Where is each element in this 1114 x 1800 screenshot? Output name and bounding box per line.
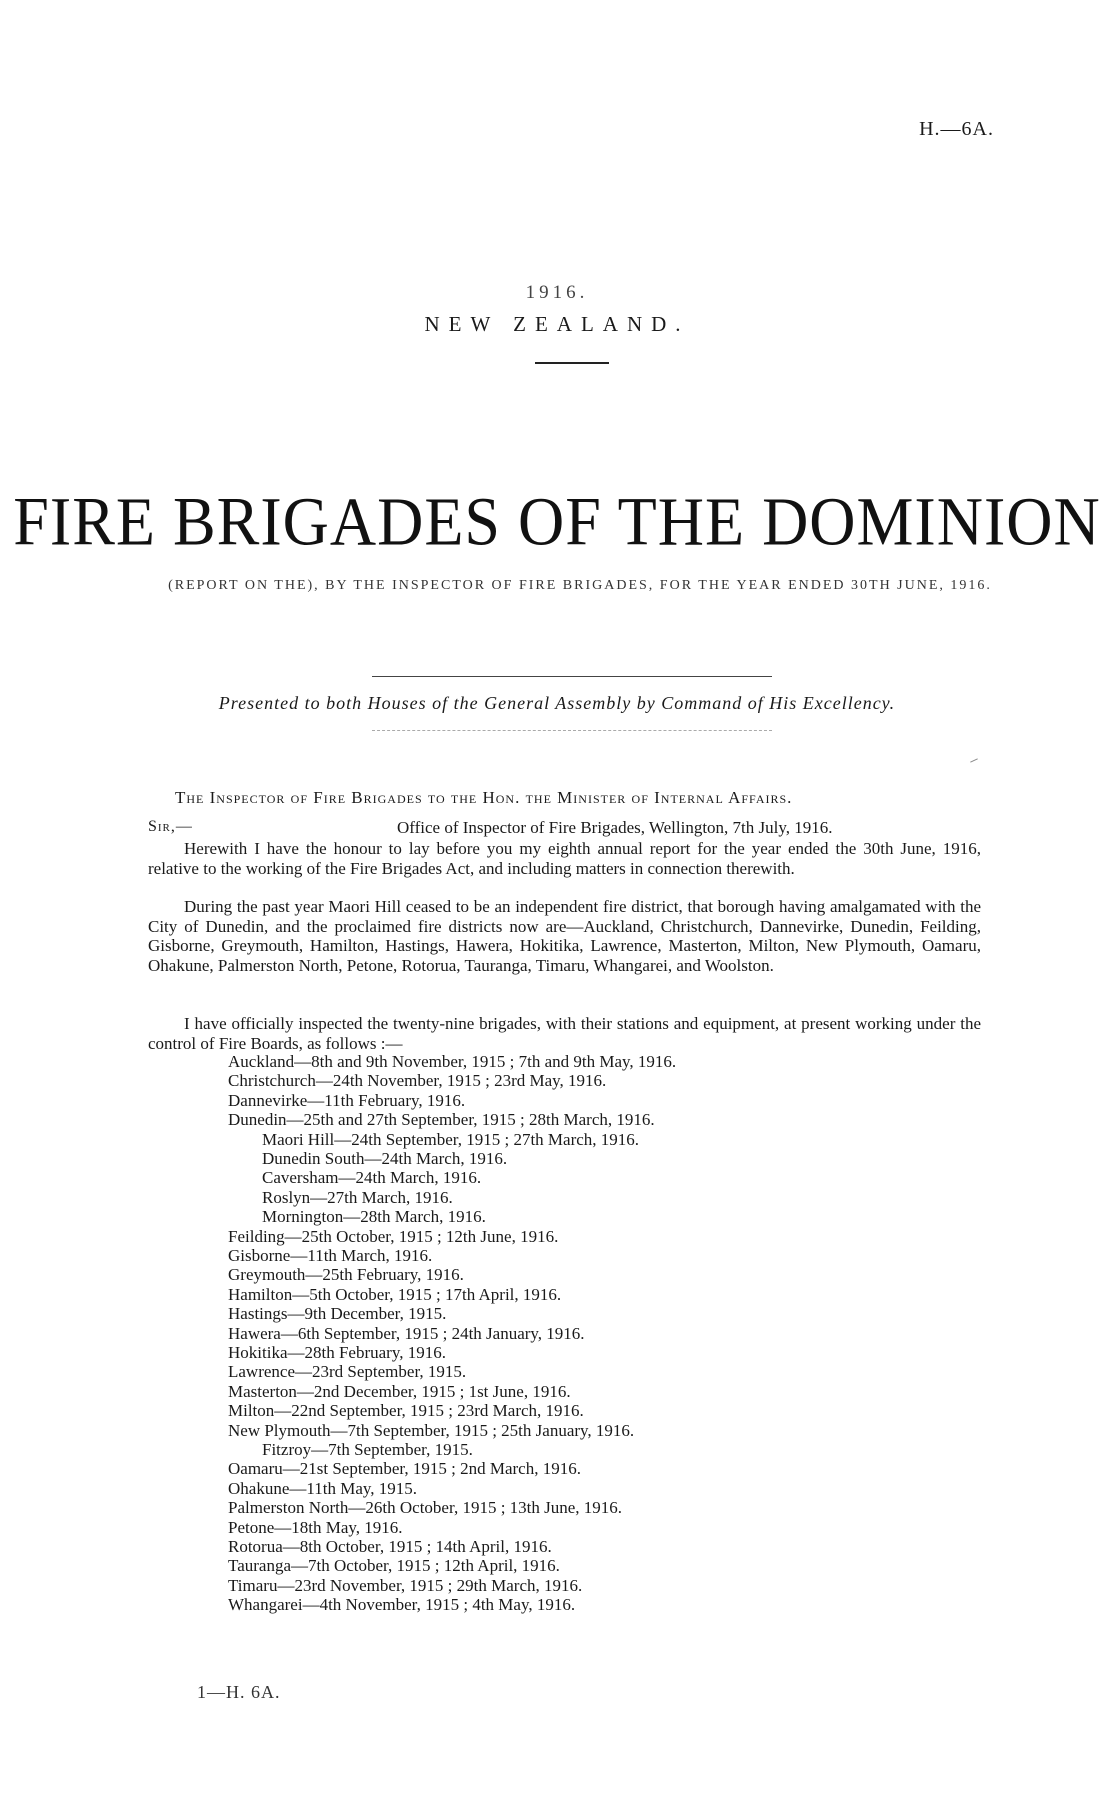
inspection-entry: Milton—22nd September, 1915 ; 23rd March, 1916.	[228, 1401, 584, 1421]
inspection-entry: Timaru—23rd November, 1915 ; 29th March, 1916.	[228, 1575, 583, 1595]
letter-paragraph-2: During the past year Maori Hill ceased to be an independent fire district, that borough having amalgamated with the City of Dunedin, and the proclaimed fire districts now are—Auckland, Christchurch, Dannevirke, Dunedin, Feilding, Gisborne, Greymouth, Hamilton, Hastings, Hawera, Hokitika, Lawrence, Masterton, Milton, New Plymouth, Oamaru, Ohakune, Palmerston North, Petone, Rotorua, Tauranga, Timaru, Whangarei, and Woolston.	[148, 897, 981, 975]
inspection-entry: Hastings—9th December, 1915.	[228, 1304, 447, 1324]
inspection-entry: Hokitika—28th February, 1916.	[228, 1343, 446, 1362]
inspection-entry: Lawrence—23rd September, 1915.	[228, 1362, 467, 1382]
inspection-entry: Hawera—6th September, 1915 ; 24th January, 1916.	[228, 1323, 585, 1343]
inspection-entry: Whangarei—4th November, 1915 ; 4th May, 1916.	[228, 1595, 576, 1615]
inspection-entry: Feilding—25th October, 1915 ; 12th June, 1916.	[228, 1226, 559, 1246]
inspection-entry: Gisborne—11th March, 1916.	[228, 1246, 433, 1265]
stray-mark	[970, 758, 978, 762]
inspection-entry: Mornington—28th March, 1916.	[262, 1207, 486, 1227]
inspection-entry: Dunedin—25th and 27th September, 1915 ; 28th March, 1916.	[228, 1110, 655, 1130]
letter-office-date: Office of Inspector of Fire Brigades, Wellington, 7th July, 1916.	[397, 818, 833, 837]
inspection-entry: Greymouth—25th February, 1916.	[228, 1265, 464, 1285]
inspection-entry: Maori Hill—24th September, 1915 ; 27th March, 1916.	[262, 1129, 640, 1149]
letter-greeting: Sir,—	[148, 818, 193, 835]
country-heading: NEW ZEALAND.	[424, 312, 690, 336]
inspection-entry: Petone—18th May, 1916.	[228, 1517, 403, 1537]
inspection-entry: Palmerston North—26th October, 1915 ; 13th June, 1916.	[228, 1498, 623, 1518]
letter-paragraph-3: I have officially inspected the twenty-nine brigades, with their stations and equipment, at present working under the control of Fire Boards, as follows :—	[148, 1014, 981, 1053]
document-reference: H.—6A.	[919, 118, 994, 140]
letter-paragraph-1: Herewith I have the honour to lay before you my eighth annual report for the year ended the 30th June, 1916, relative to the working of the Fire Brigades Act, and including matters in connection therewith.	[148, 839, 981, 878]
inspection-entry: Tauranga—7th October, 1915 ; 12th April, 1916.	[228, 1556, 560, 1576]
inspection-entry: Dunedin South—24th March, 1916.	[262, 1149, 508, 1168]
inspection-entry: Hamilton—5th October, 1915 ; 17th April, 1916.	[228, 1284, 562, 1304]
presentation-line: Presented to both Houses of the General Assembly by Command of His Excellency.	[218, 693, 896, 713]
inspection-entry: New Plymouth—7th September, 1915 ; 25th January, 1916.	[228, 1420, 635, 1440]
inspection-entry: Ohakune—11th May, 1915.	[228, 1478, 418, 1498]
report-title: FIRE BRIGADES OF THE DOMINION	[13, 483, 1101, 560]
inspection-entry: Rotorua—8th October, 1915 ; 14th April, 1916.	[228, 1537, 552, 1556]
page-signature: 1—H. 6A.	[197, 1682, 281, 1702]
inspection-entry: Christchurch—24th November, 1915 ; 23rd May, 1916.	[228, 1071, 607, 1091]
letter-salutation: The Inspector of Fire Brigades to the Hon. the Minister of Internal Affairs.	[175, 788, 793, 807]
inspection-entry: Dannevirke—11th February, 1916.	[228, 1090, 466, 1110]
inspection-entry: Roslyn—27th March, 1916.	[262, 1187, 453, 1207]
inspection-entry: Oamaru—21st September, 1915 ; 2nd March, 1916.	[228, 1459, 581, 1479]
short-divider	[535, 362, 609, 364]
inspection-entry: Auckland—8th and 9th November, 1915 ; 7th and 9th May, 1916.	[228, 1052, 677, 1071]
inspection-entry: Fitzroy—7th September, 1915.	[262, 1440, 473, 1459]
report-subtitle: (REPORT ON THE), BY THE INSPECTOR OF FIRE BRIGADES, FOR THE YEAR ENDED 30TH JUNE, 1916.	[168, 578, 992, 593]
divider-rule	[372, 676, 772, 677]
inspection-entry: Caversham—24th March, 1916.	[262, 1168, 482, 1188]
document-year: 1916.	[525, 282, 589, 303]
dashed-divider	[372, 730, 772, 731]
inspection-entry: Masterton—2nd December, 1915 ; 1st June, 1916.	[228, 1381, 571, 1401]
